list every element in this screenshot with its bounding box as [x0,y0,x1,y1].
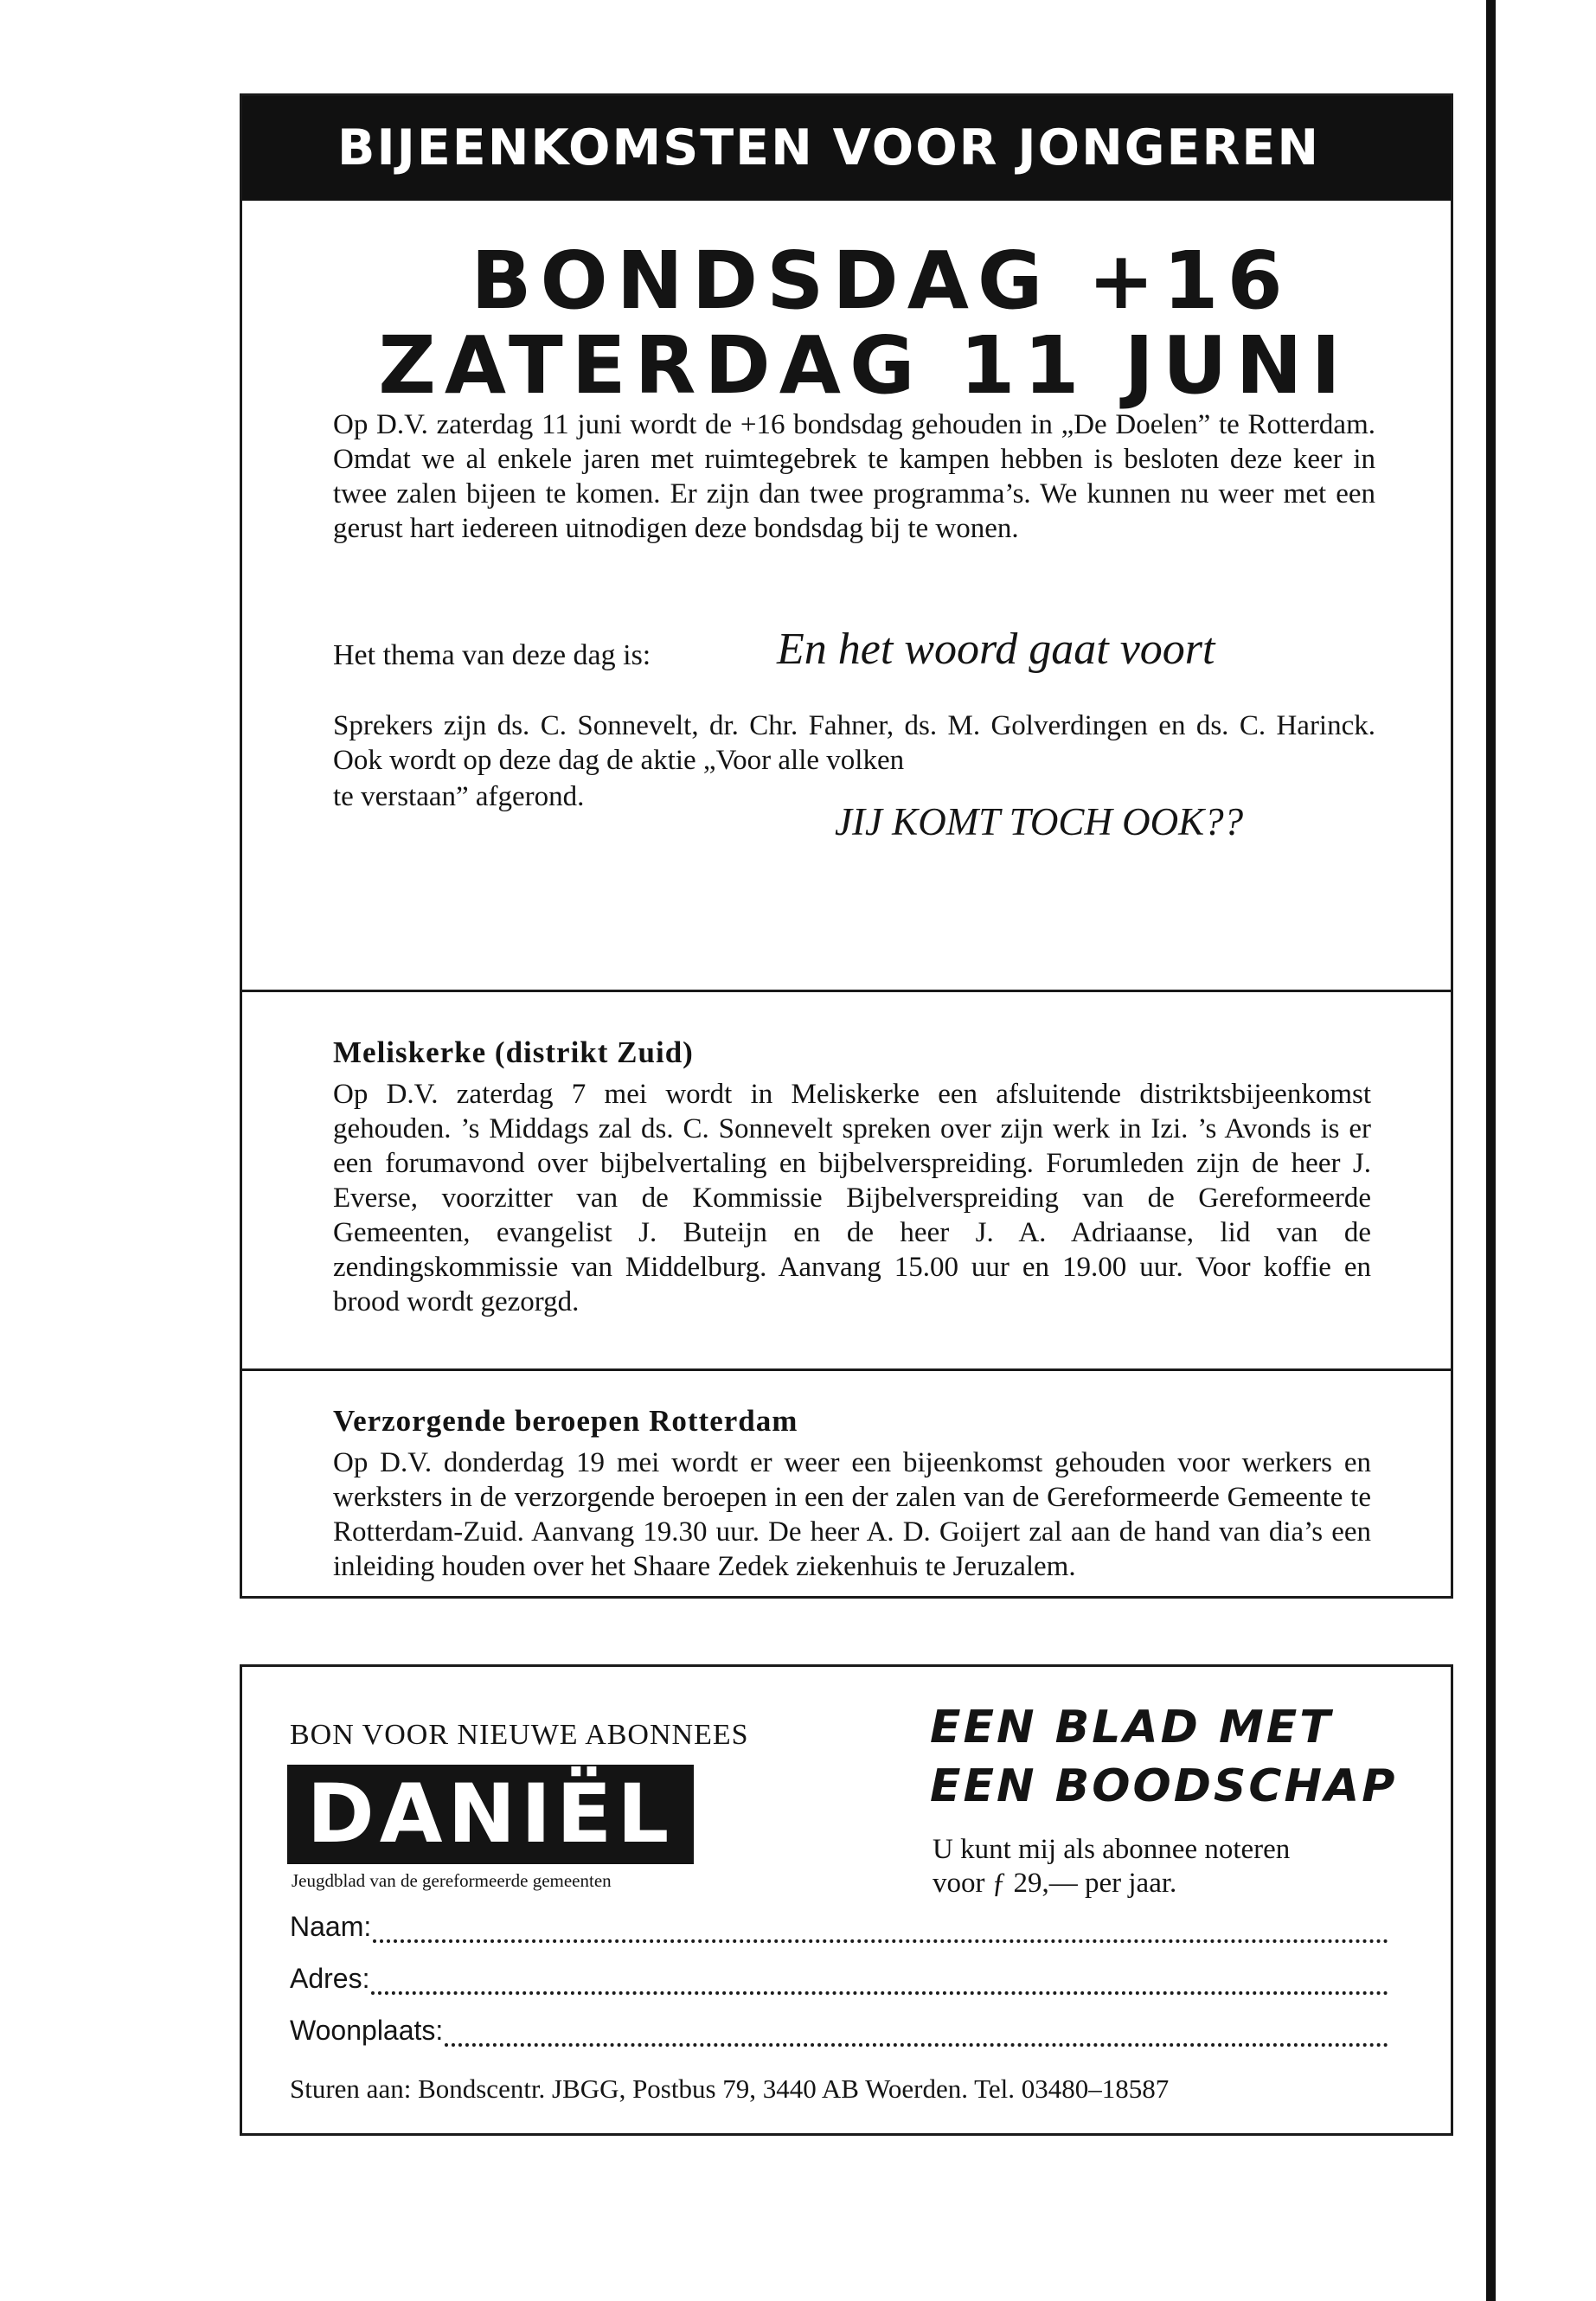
subscription-note [933,1833,1290,1900]
banner-title: BIJEENKOMSTEN VOOR JONGEREN [242,96,1451,201]
city-label: Woonplaats: [290,2015,444,2046]
call-to-action: JIJ KOMT TOCH OOK?? [835,800,1244,843]
address-dotted-line[interactable] [371,1965,1388,1995]
verzorgende-body: Op D.V. donderdag 19 mei wordt er weer een bijeenkomst gehouden voor werkers en werksters in de verzorgende beroepen in een der zalen van de Gereformeerde Gemeente te Rotterdam-Zuid. Aanvang 19.30 uur. De heer A. D. Goijert zal aan de hand van dia’s een inleiding houden over het Shaare Zedek ziekenhuis te Jeruzalem. [333,1447,1371,1582]
meliskerke-body: Op D.V. zaterdag 7 mei wordt in Meliskerke een afsluitende distriktsbijeenkomst gehouden. ’s Middags zal ds. C. Sonnevelt spreken over zijn werk in Izi. ’s Avonds is er een forumavond over bijbelvertaling en bijbelverspreiding. Forumleden zijn de heer J. Everse, voorzitter van de Kommissie Bijbelverspreiding van de Gereformeerde Gemeenten, evangelist J. Buteijn en de heer J. A. Adriaanse, lid van de zendingskommissie van Middelburg. Aanvang 15.00 uur en 19.00 uur. Voor koffie en brood wordt gezorgd. [333,1079,1371,1317]
address-label: Adres: [290,1963,370,1994]
daniel-logo: DANIËL [287,1765,694,1864]
bondsdag-date-heading: ZATERDAG 11 JUNI [378,319,1349,412]
note-line-2: voor ƒ 29,— per jaar. [933,1868,1177,1899]
send-to-address: Sturen aan: Bondscentr. JBGG, Postbus 79, 3440 AB Woerden. Tel. 03480–18587 [290,2073,1170,2104]
meliskerke-title: Meliskerke (distrikt Zuid) [333,1035,694,1069]
afgerond-text: te verstaan” afgerond. [333,781,585,812]
name-dotted-line[interactable] [373,1913,1388,1943]
verzorgende-title: Verzorgende beroepen Rotterdam [333,1404,798,1438]
bondsdag-heading: BONDSDAG +16 [471,234,1292,327]
city-field[interactable] [290,2009,1388,2047]
theme-label: Het thema van deze dag is: [333,639,651,671]
page-edge-bar [1486,0,1496,2301]
bondsdag-intro: Op D.V. zaterdag 11 juni wordt de +16 bondsdag gehouden in „De Doelen” te Rotterdam. Omdat we al enkele jaren met ruimtegebrek te kampen hebben is besloten deze keer in twee zalen bijeen te komen. Er zijn dan twee programma’s. We kunnen nu weer met een gerust hart iedereen uitnodigen deze bondsdag bij te wonen. [333,409,1375,544]
subscription-coupon [240,1664,1453,2136]
speakers-text: Sprekers zijn ds. C. Sonnevelt, dr. Chr. Fahner, ds. M. Golverdingen en ds. C. Harinck. Ook wordt op deze dag de aktie „Voor alle volken [333,710,1375,776]
coupon-label: BON VOOR NIEUWE ABONNEES [290,1719,749,1751]
logo-subtitle: Jeugdblad van de gereformeerde gemeenten [292,1870,612,1891]
theme-title: En het woord gaat voort [777,625,1215,674]
slogan-line-2: EEN BOODSCHAP [930,1760,1398,1812]
name-field[interactable] [290,1905,1388,1943]
slogan-line-1: EEN BLAD MET [930,1702,1333,1753]
name-label: Naam: [290,1911,372,1942]
meliskerke-section [242,992,1451,1371]
verzorgende-section [242,1371,1451,1596]
city-dotted-line[interactable] [445,2017,1388,2047]
announcements-box [240,93,1453,1599]
note-line-1: U kunt mij als abonnee noteren [933,1834,1291,1865]
address-field[interactable] [290,1957,1388,1995]
